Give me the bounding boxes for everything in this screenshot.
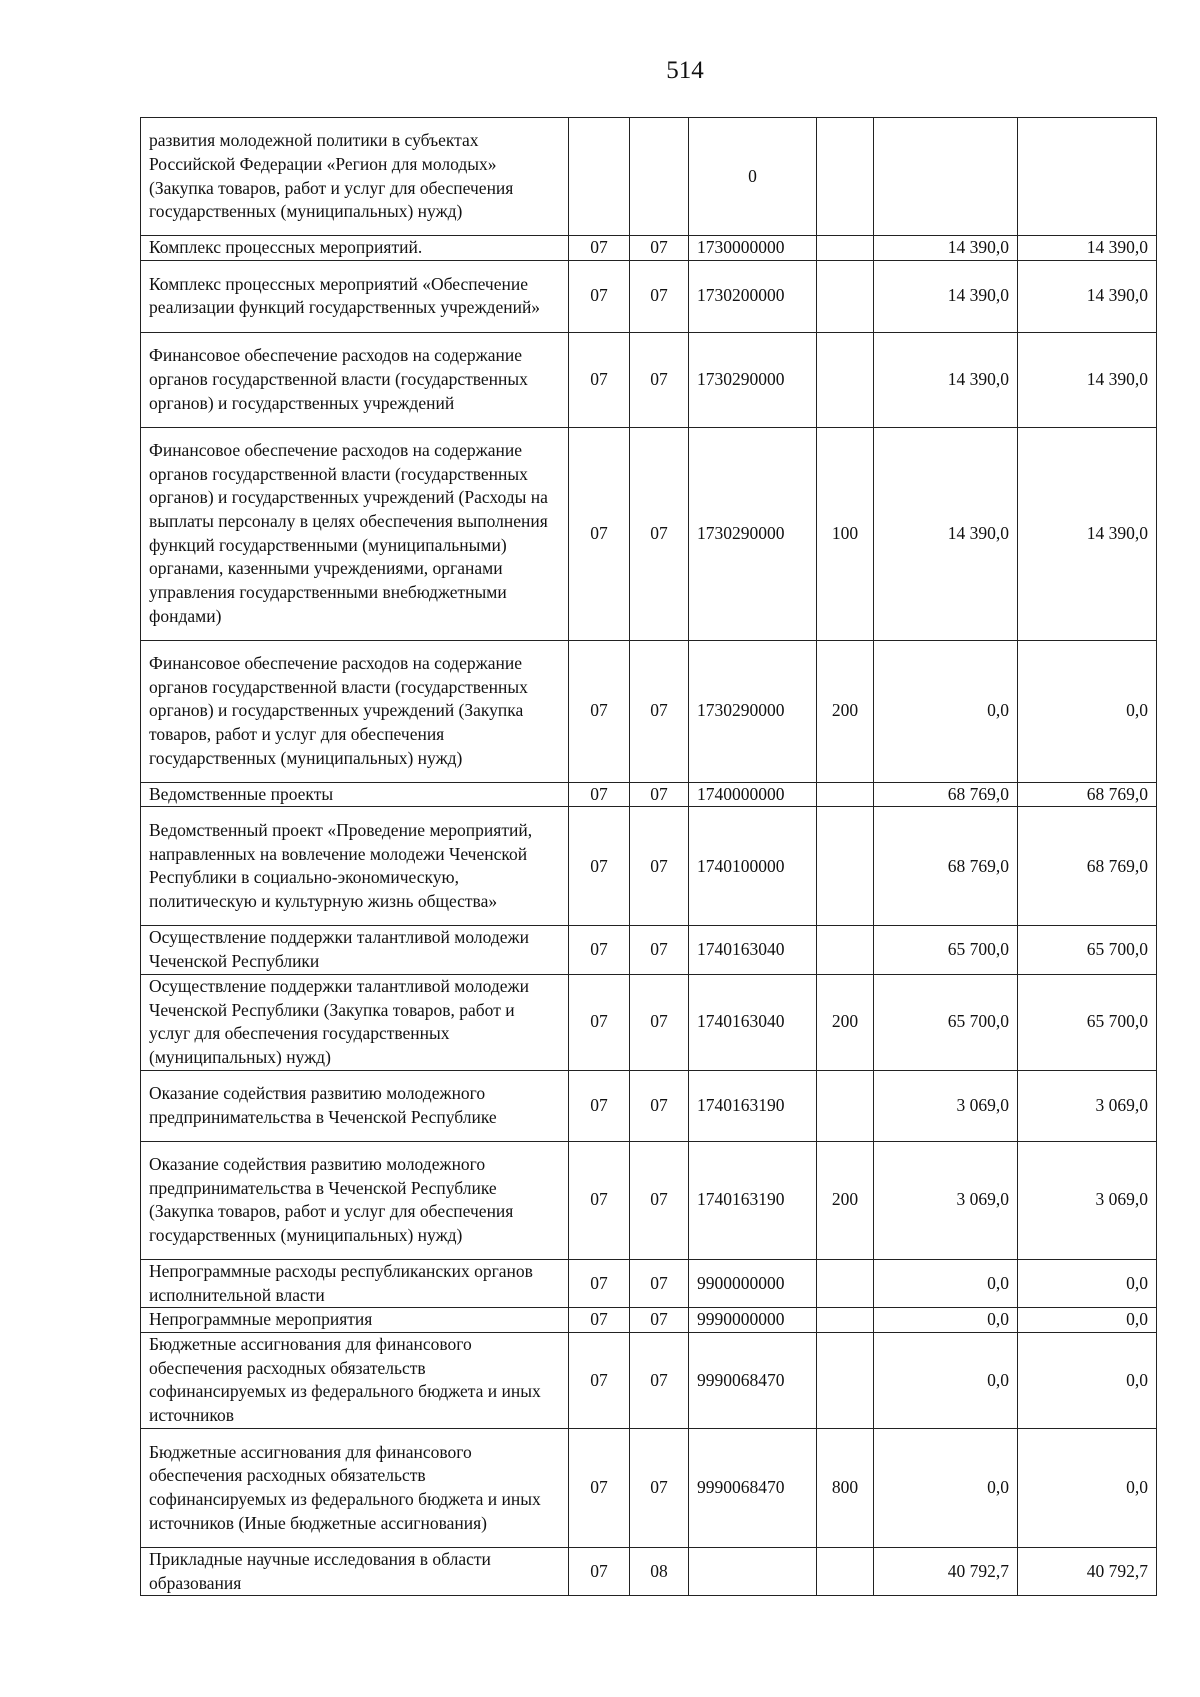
row-subsection: 07 [630,236,689,261]
row-subsection: 07 [630,427,689,640]
row-description: Прикладные научные исследования в области образования [141,1547,569,1595]
row-expense-type [817,1259,874,1307]
row-target-article: 1740163040 [689,926,817,974]
row-description: Финансовое обеспечение расходов на содержание органов государственной власти (государственных органов) и государственных учреждений (Закупка товаров, работ и услуг для обеспечения государственных (муниципальных) нужд) [141,640,569,782]
table-row [141,1259,1157,1307]
row-amount-2: 14 390,0 [1018,332,1157,427]
row-expense-type [817,926,874,974]
row-subsection: 07 [630,1141,689,1259]
row-amount-2: 65 700,0 [1018,974,1157,1070]
row-target-article: 1740163040 [689,974,817,1070]
row-description: Финансовое обеспечение расходов на содержание органов государственной власти (государственных органов) и государственных учреждений [141,332,569,427]
row-expense-type: 800 [817,1428,874,1547]
row-section: 07 [569,1141,630,1259]
table-row [141,427,1157,640]
table-row [141,236,1157,261]
row-section: 07 [569,1070,630,1141]
table-row [141,926,1157,974]
row-amount-1: 68 769,0 [874,782,1018,807]
row-section: 07 [569,807,630,926]
row-amount-1: 14 390,0 [874,236,1018,261]
table-row [141,1308,1157,1333]
row-amount-1: 3 069,0 [874,1141,1018,1259]
row-description: Оказание содействия развитию молодежного предпринимательства в Чеченской Республике (Закупка товаров, работ и услуг для обеспечения государственных (муниципальных) нужд) [141,1141,569,1259]
row-subsection [630,118,689,236]
row-amount-1: 3 069,0 [874,1070,1018,1141]
row-description: Бюджетные ассигнования для финансового обеспечения расходных обязательств софинансируемых из федерального бюджета и иных источников [141,1332,569,1428]
table-row [141,1428,1157,1547]
row-section: 07 [569,236,630,261]
row-subsection: 07 [630,782,689,807]
row-expense-type: 200 [817,1141,874,1259]
row-expense-type [817,332,874,427]
row-expense-type: 100 [817,427,874,640]
row-amount-2: 40 792,7 [1018,1547,1157,1595]
table-row [141,1070,1157,1141]
row-subsection: 07 [630,1428,689,1547]
table-row [141,332,1157,427]
row-description: Ведомственный проект «Проведение мероприятий, направленных на вовлечение молодежи Чеченской Республики в социально-экономическую, политическую и культурную жизнь общества» [141,807,569,926]
row-amount-1: 0,0 [874,640,1018,782]
row-expense-type [817,782,874,807]
row-amount-2: 14 390,0 [1018,260,1157,332]
row-target-article: 9990068470 [689,1332,817,1428]
row-subsection: 07 [630,332,689,427]
row-amount-2: 3 069,0 [1018,1070,1157,1141]
row-amount-2: 0,0 [1018,1332,1157,1428]
row-expense-type [817,807,874,926]
table-row [141,974,1157,1070]
row-section: 07 [569,974,630,1070]
table-body [141,118,1157,1596]
row-section: 07 [569,926,630,974]
table-row [141,1141,1157,1259]
table-row [141,807,1157,926]
row-expense-type: 200 [817,640,874,782]
row-amount-1: 14 390,0 [874,427,1018,640]
row-target-article: 0 [689,118,817,236]
row-expense-type [817,118,874,236]
row-target-article: 9990000000 [689,1308,817,1333]
row-target-article [689,1547,817,1595]
row-section: 07 [569,640,630,782]
row-amount-2: 0,0 [1018,1308,1157,1333]
row-section: 07 [569,1547,630,1595]
row-section [569,118,630,236]
row-subsection: 07 [630,1308,689,1333]
row-section: 07 [569,1259,630,1307]
row-amount-1: 40 792,7 [874,1547,1018,1595]
row-amount-2: 0,0 [1018,640,1157,782]
row-expense-type [817,1308,874,1333]
row-description: Комплекс процессных мероприятий. [141,236,569,261]
page-number: 514 [666,57,704,84]
row-target-article: 1730290000 [689,640,817,782]
row-amount-2: 68 769,0 [1018,782,1157,807]
row-amount-1: 14 390,0 [874,260,1018,332]
row-expense-type: 200 [817,974,874,1070]
row-section: 07 [569,332,630,427]
row-amount-2: 0,0 [1018,1428,1157,1547]
row-amount-1: 0,0 [874,1332,1018,1428]
row-description: Оказание содействия развитию молодежного предпринимательства в Чеченской Республике [141,1070,569,1141]
row-target-article: 9900000000 [689,1259,817,1307]
row-amount-2: 68 769,0 [1018,807,1157,926]
row-description: Осуществление поддержки талантливой молодежи Чеченской Республики (Закупка товаров, работ и услуг для обеспечения государственных (муниципальных) нужд) [141,974,569,1070]
row-subsection: 07 [630,640,689,782]
row-subsection: 08 [630,1547,689,1595]
row-section: 07 [569,260,630,332]
row-description: Бюджетные ассигнования для финансового обеспечения расходных обязательств софинансируемых из федерального бюджета и иных источников (Иные бюджетные ассигнования) [141,1428,569,1547]
row-target-article: 1740100000 [689,807,817,926]
row-amount-1: 0,0 [874,1428,1018,1547]
table-row [141,640,1157,782]
row-subsection: 07 [630,1259,689,1307]
row-expense-type [817,236,874,261]
row-amount-2 [1018,118,1157,236]
row-expense-type [817,1070,874,1141]
row-section: 07 [569,1332,630,1428]
row-target-article: 1740163190 [689,1070,817,1141]
table-row [141,1332,1157,1428]
row-amount-1: 68 769,0 [874,807,1018,926]
row-description: развития молодежной политики в субъектах Российской Федерации «Регион для молодых» (Закупка товаров, работ и услуг для обеспечения государственных (муниципальных) нужд) [141,118,569,236]
row-amount-2: 14 390,0 [1018,427,1157,640]
row-amount-1 [874,118,1018,236]
row-target-article: 1740163190 [689,1141,817,1259]
row-section: 07 [569,782,630,807]
row-subsection: 07 [630,807,689,926]
row-subsection: 07 [630,1070,689,1141]
row-section: 07 [569,427,630,640]
row-target-article: 1740000000 [689,782,817,807]
row-amount-2: 65 700,0 [1018,926,1157,974]
row-description: Осуществление поддержки талантливой молодежи Чеченской Республики [141,926,569,974]
row-section: 07 [569,1428,630,1547]
row-amount-1: 0,0 [874,1259,1018,1307]
row-description: Комплекс процессных мероприятий «Обеспечение реализации функций государственных учреждений» [141,260,569,332]
row-target-article: 9990068470 [689,1428,817,1547]
row-description: Непрограммные расходы республиканских органов исполнительной власти [141,1259,569,1307]
row-subsection: 07 [630,926,689,974]
row-subsection: 07 [630,974,689,1070]
row-target-article: 1730290000 [689,332,817,427]
row-target-article: 1730290000 [689,427,817,640]
row-expense-type [817,1547,874,1595]
row-amount-2: 0,0 [1018,1259,1157,1307]
table-row [141,1547,1157,1595]
budget-table [140,117,1157,1596]
row-expense-type [817,260,874,332]
row-expense-type [817,1332,874,1428]
row-description: Ведомственные проекты [141,782,569,807]
row-amount-1: 65 700,0 [874,926,1018,974]
row-section: 07 [569,1308,630,1333]
row-target-article: 1730200000 [689,260,817,332]
row-target-article: 1730000000 [689,236,817,261]
row-subsection: 07 [630,260,689,332]
row-amount-1: 0,0 [874,1308,1018,1333]
row-amount-1: 14 390,0 [874,332,1018,427]
row-amount-1: 65 700,0 [874,974,1018,1070]
row-amount-2: 3 069,0 [1018,1141,1157,1259]
row-amount-2: 14 390,0 [1018,236,1157,261]
row-description: Непрограммные мероприятия [141,1308,569,1333]
row-description: Финансовое обеспечение расходов на содержание органов государственной власти (государственных органов) и государственных учреждений (Расходы на выплаты персоналу в целях обеспечения выполнения функций государственными (муниципальными) органами, казенными учреждениями, органами управления государственными внебюджетными фондами) [141,427,569,640]
table-row [141,118,1157,236]
table-row [141,782,1157,807]
row-subsection: 07 [630,1332,689,1428]
table-row [141,260,1157,332]
